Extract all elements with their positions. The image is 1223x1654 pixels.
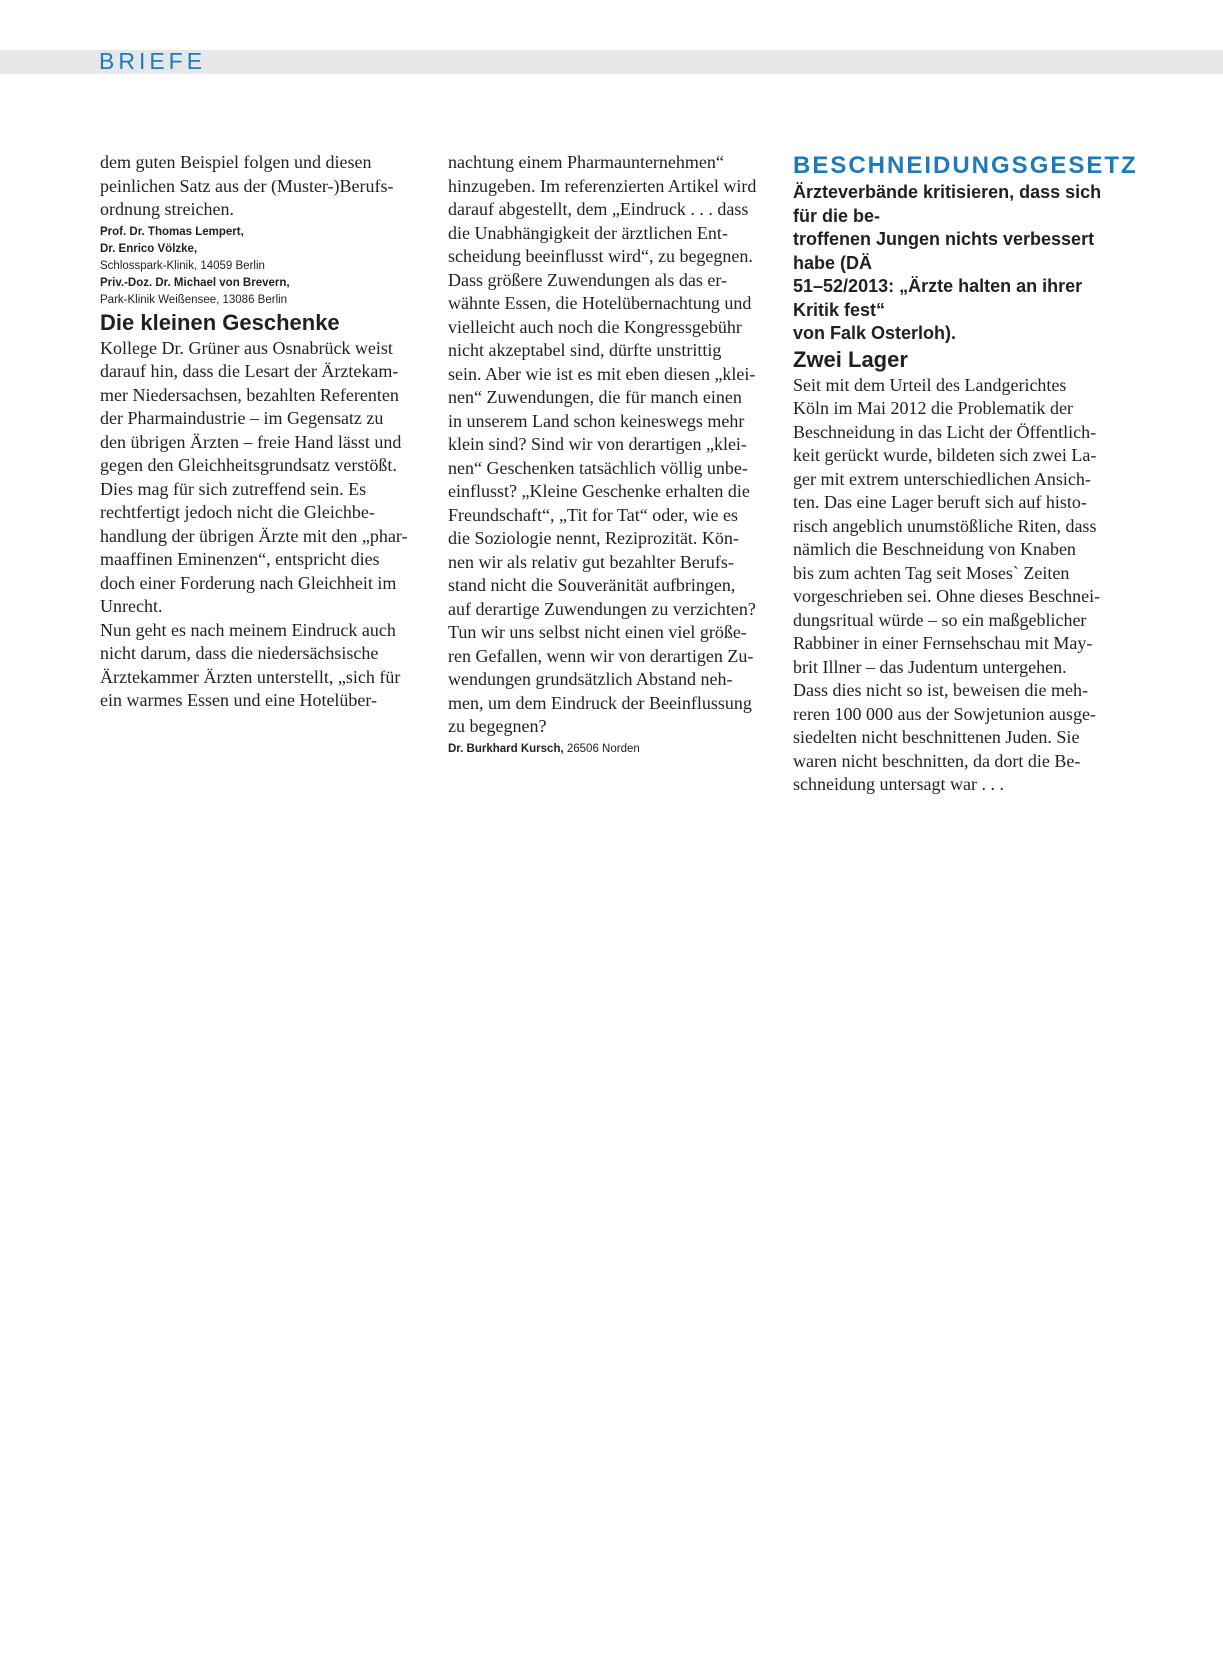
- column-1: [100, 151, 430, 713]
- author-name: Prof. Dr. Thomas Lempert,: [100, 225, 244, 238]
- topic-intro: Ärzteverbände kritisieren, dass sich für die be- troffenen Jungen nichts verbessert habe (DÄ 51–52/2013: „Ärzte halten an ihrer Kritik fest“ von Falk Osterloh).: [793, 182, 1102, 343]
- paragraph: Kollege Dr. Grüner aus Osnabrück weist darauf hin, dass die Lesart der Ärztekam- mer Niedersachsen, bezahlten Referenten der Pharmaindustrie – im Gegensatz zu den übrigen Ärzten – freie Hand lässt und gegen den Gleichheitsgrundsatz verstößt. Dies mag für sich zutreffend sein. Es rechtfertigt jedoch nicht die Gleichbe- handlung der übrigen Ärzte mit den „phar- maaffinen Eminenzen“, entspricht dies doch einer Forderung nach Gleichheit im Unrecht. Nun geht es nach meinem Eindruck auch nicht darum, dass die niedersächsische Ärztekammer Ärzten unterstellt, „sich für ein warmes Essen und eine Hotelüber-: [100, 337, 408, 710]
- author-name: Dr. Enrico Völzke,: [100, 242, 198, 255]
- author-address: Schlosspark-Klinik, 14059 Berlin: [100, 259, 265, 272]
- author-address: 26506 Norden: [563, 742, 640, 755]
- author-address: Park-Klinik Weißensee, 13086 Berlin: [100, 293, 288, 306]
- letter-title: Zwei Lager: [793, 346, 908, 372]
- column-2: [448, 151, 778, 758]
- paragraph: dem guten Beispiel folgen und diesen peinlichen Satz aus der (Muster-)Berufs- ordnung streichen.: [100, 152, 394, 219]
- author-name: Priv.-Doz. Dr. Michael von Brevern,: [100, 276, 290, 289]
- section-label: BRIEFE: [99, 48, 207, 74]
- column-3: [793, 151, 1138, 797]
- paragraph: nachtung einem Pharmaunternehmen“ hinzugeben. Im referenzierten Artikel wird darauf abgestellt, dem „Eindruck . . . dass die Unabhängigkeit der ärztlichen Ent- scheidung beeinflusst wird“, zu begegnen. Dass größere Zuwendungen als das er- wähnte Essen, die Hotelübernachtung und vielleicht auch noch die Kongressgebühr nicht akzeptabel sind, dürfte unstrittig sein. Aber wie ist es mit eben diesen „klei- nen“ Zuwendungen, die für manch einen in unserem Land schon keineswegs mehr klein sind? Sind wir von derartigen „klei- nen“ Geschenken tatsächlich völlig unbe- einflusst? „Kleine Geschenke erhalten die Freundschaft“, „Tit for Tat“ oder, wie es die Soziologie nennt, Reziprozität. Kön- nen wir als relativ gut bezahlter Berufs- stand nicht die Souveränität aufbringen, auf derartige Zuwendungen zu verzichten? Tun wir uns selbst nicht einen viel größe- ren Gefallen, wenn wir von derartigen Zu- wendungen grundsätzlich Abstand neh- men, um dem Eindruck der Beeinflussung zu begegnen?: [448, 152, 757, 736]
- topic-heading: BESCHNEIDUNGSGESETZ: [793, 152, 1138, 179]
- paragraph: Seit mit dem Urteil des Landgerichtes Köln im Mai 2012 die Problematik der Beschneidung in das Licht der Öffentlich- keit gerückt wurde, bildeten sich zwei La- ger mit extrem unterschiedlichen Ansich- ten. Das eine Lager beruft sich auf histo- risch angeblich unumstößliche Riten, dass nämlich die Beschneidung von Knaben bis zum achten Tag seit Moses` Zeiten vorgeschrieben sei. Ohne dieses Beschnei- dungsritual würde – so ein maßgeblicher Rabbiner in einer Fernsehschau mit May- brit Illner – das Judentum untergehen. Dass dies nicht so ist, beweisen die meh- reren 100 000 aus der Sowjetunion ausge- siedelten nicht beschnittenen Juden. Sie waren nicht beschnitten, da dort die Be- schneidung untersagt war . . .: [793, 374, 1101, 794]
- author-name: Dr. Burkhard Kursch,: [448, 742, 564, 755]
- letter-title: Die kleinen Geschenke: [100, 309, 340, 335]
- signature-block: [100, 224, 430, 309]
- signature-block: [448, 741, 778, 758]
